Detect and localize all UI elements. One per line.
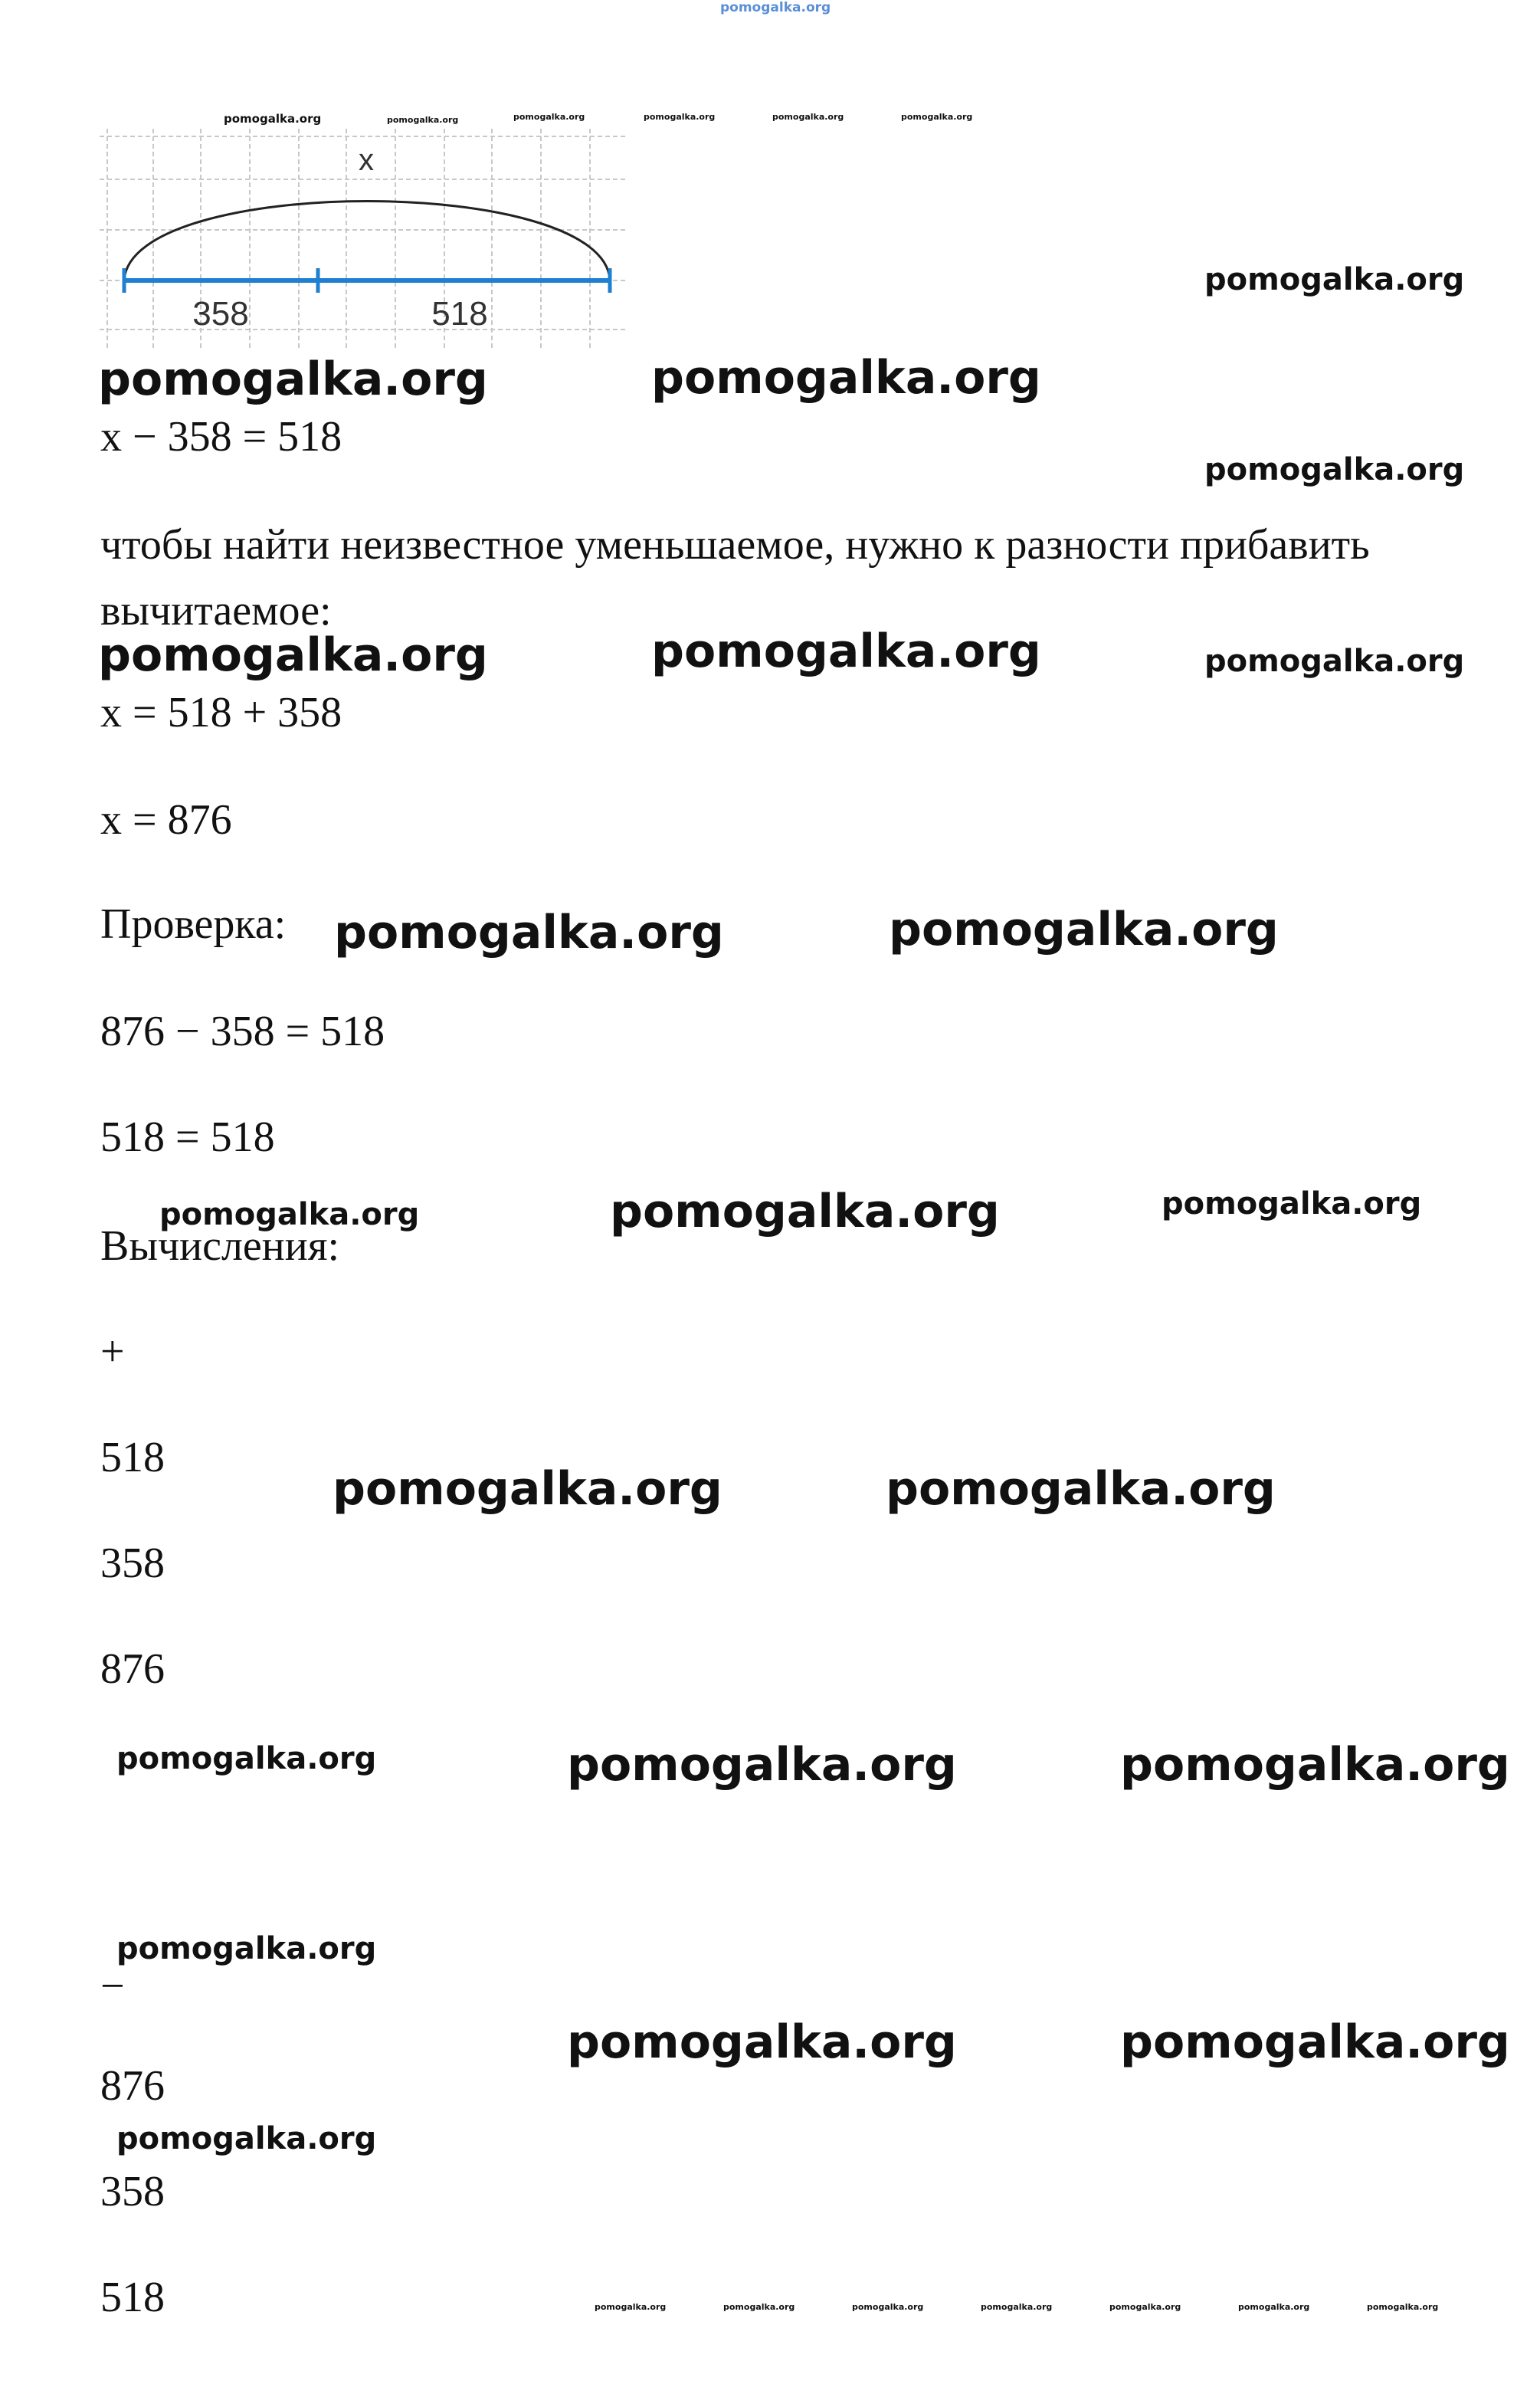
diagram-right-label: 518: [431, 295, 488, 333]
watermark: pomogalka.org: [651, 625, 1041, 678]
watermark: pomogalka.org: [889, 903, 1279, 956]
watermark: pomogalka.org: [116, 2121, 377, 2156]
watermark: pomogalka.org: [116, 1741, 377, 1776]
watermark: pomogalka.org: [98, 353, 488, 406]
watermark: pomogalka.org: [901, 112, 973, 122]
watermark: pomogalka.org: [852, 2302, 924, 2312]
sub-result: 518: [100, 2274, 165, 2321]
watermark: pomogalka.org: [610, 1185, 1000, 1238]
watermark: pomogalka.org: [333, 1462, 722, 1516]
sub-operand-1: 876: [100, 2062, 165, 2110]
watermark: pomogalka.org: [723, 2302, 795, 2312]
watermark: pomogalka.org: [116, 1931, 377, 1966]
watermark: pomogalka.org: [886, 1462, 1276, 1516]
watermark: pomogalka.org: [1238, 2302, 1310, 2312]
watermark: pomogalka.org: [567, 1738, 957, 1792]
watermark: pomogalka.org: [224, 112, 322, 126]
rule-text: чтобы найти неизвестное уменьшаемое, нужно к разности прибавить вычитаемое:: [100, 521, 1370, 635]
watermark: pomogalka.org: [981, 2302, 1053, 2312]
watermark: pomogalka.org: [1204, 262, 1465, 297]
equation-2: x = 518 + 358: [100, 689, 342, 736]
equation-1: x − 358 = 518: [100, 413, 342, 461]
watermark: pomogalka.org: [1109, 2302, 1181, 2312]
calc-label: Вычисления:: [100, 1222, 340, 1270]
diagram-left-label: 358: [192, 295, 249, 333]
add-sign: +: [100, 1328, 125, 1376]
add-result: 876: [100, 1645, 165, 1693]
watermark: pomogalka.org: [1120, 2015, 1510, 2069]
watermark: pomogalka.org: [513, 112, 585, 122]
brace-arc: [124, 202, 610, 281]
watermark: pomogalka.org: [595, 2302, 667, 2312]
check-label: Проверка:: [100, 900, 287, 948]
equation-3: x = 876: [100, 796, 232, 844]
watermark: pomogalka.org: [387, 115, 459, 125]
watermark: pomogalka.org: [651, 351, 1041, 405]
check-line-1: 876 − 358 = 518: [100, 1008, 385, 1055]
watermark: pomogalka.org: [772, 112, 844, 122]
watermark: pomogalka.org: [98, 628, 488, 682]
watermark: pomogalka.org: [1367, 2302, 1439, 2312]
sub-operand-2: 358: [100, 2168, 165, 2215]
watermark: pomogalka.org: [1120, 1738, 1510, 1792]
watermark-top: pomogalka.org: [720, 0, 831, 15]
watermark: pomogalka.org: [1204, 644, 1465, 679]
add-operand-1: 518: [100, 1434, 165, 1481]
watermark: pomogalka.org: [1162, 1186, 1422, 1222]
watermark: pomogalka.org: [1204, 452, 1465, 487]
add-operand-2: 358: [100, 1540, 165, 1587]
segment-diagram: [100, 129, 636, 359]
diagram-x-label: x: [359, 143, 374, 177]
check-line-2: 518 = 518: [100, 1113, 275, 1161]
sub-sign: −: [100, 1963, 125, 2010]
watermark: pomogalka.org: [334, 906, 724, 959]
watermark: pomogalka.org: [644, 112, 716, 122]
watermark: pomogalka.org: [567, 2015, 957, 2069]
watermark: pomogalka.org: [159, 1197, 420, 1232]
